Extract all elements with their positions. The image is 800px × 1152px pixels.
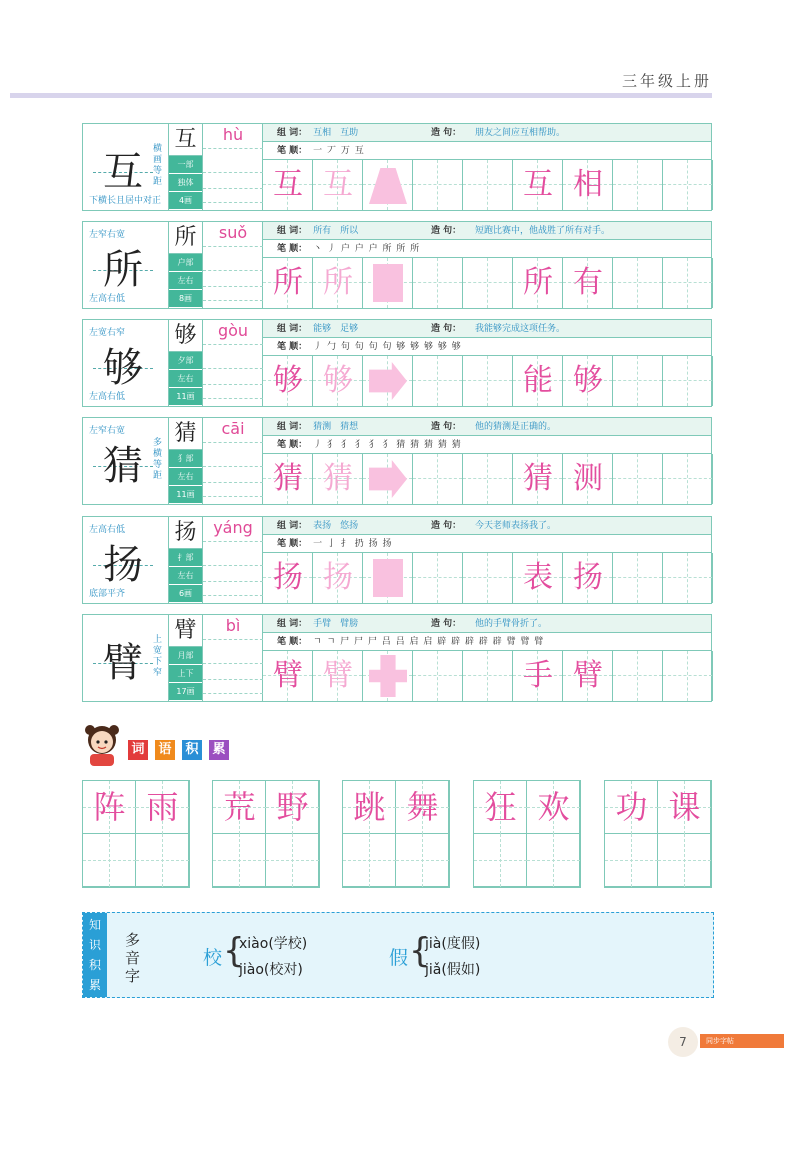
vocab-char: 课 bbox=[668, 788, 701, 826]
pinyin-guide-line bbox=[203, 496, 263, 497]
girl-mascot-icon bbox=[80, 722, 124, 768]
grid-cell[interactable] bbox=[613, 356, 663, 406]
grid-cell[interactable] bbox=[463, 454, 513, 504]
side-char: 识 bbox=[88, 938, 101, 952]
writing-grid bbox=[263, 651, 711, 701]
grid-char: 臂 bbox=[273, 658, 303, 693]
sentence-value: 今天老师表扬我了。 bbox=[475, 521, 557, 531]
pinyin-box bbox=[203, 418, 263, 504]
char-entry bbox=[82, 221, 712, 309]
grid-cell[interactable] bbox=[313, 454, 363, 504]
pinyin-guide-line bbox=[203, 202, 263, 203]
grid-char: 扬 bbox=[323, 560, 353, 595]
demo-panel bbox=[83, 124, 169, 210]
stroke-order-row bbox=[263, 142, 711, 160]
grid-cell[interactable] bbox=[413, 356, 463, 406]
polyphone-char: 校 bbox=[203, 947, 223, 969]
demo-note-side: 横画等距 bbox=[153, 144, 163, 187]
grid-cell[interactable] bbox=[613, 258, 663, 308]
pinyin-box bbox=[203, 615, 263, 701]
vocab-word-box bbox=[342, 780, 450, 888]
stroke-order-label: 笔 顺： bbox=[277, 539, 308, 549]
vocab-cell[interactable] bbox=[527, 781, 580, 834]
stroke-order-row bbox=[263, 436, 711, 454]
grid-cell[interactable] bbox=[463, 258, 513, 308]
stroke-order-value: 丿 勹 句 句 句 句 够 够 够 够 够 bbox=[313, 342, 462, 352]
grid-char: 测 bbox=[573, 461, 603, 496]
grid-char: 所 bbox=[523, 265, 553, 300]
pinyin-text: hù bbox=[222, 125, 244, 144]
grid-char: 臂 bbox=[573, 658, 603, 693]
grid-cell[interactable] bbox=[313, 258, 363, 308]
demo-note-top: 左宽右窄 bbox=[89, 328, 126, 338]
header-divider bbox=[10, 93, 712, 98]
sentence-label: 造 句： bbox=[431, 422, 462, 432]
pinyin-text: bì bbox=[225, 616, 241, 635]
stroke-order-row bbox=[263, 535, 711, 553]
demo-note-side: 上宽下窄 bbox=[153, 635, 163, 678]
grid-cell[interactable] bbox=[463, 651, 513, 701]
vocab-cell[interactable] bbox=[396, 834, 449, 887]
structure-label: 上下 bbox=[169, 665, 202, 683]
radical-label: 扌部 bbox=[169, 549, 202, 567]
grid-cell[interactable] bbox=[613, 651, 663, 701]
vocab-cell[interactable] bbox=[343, 834, 396, 887]
sentence-value: 短跑比赛中，他战胜了所有对手。 bbox=[475, 226, 611, 236]
vocab-char: 雨 bbox=[146, 788, 179, 826]
words-value: 能够 足够 bbox=[313, 324, 359, 334]
char-info bbox=[169, 418, 203, 504]
vocab-word-box bbox=[473, 780, 581, 888]
grid-char: 有 bbox=[573, 265, 603, 300]
practice-rows bbox=[263, 517, 711, 603]
grid-cell[interactable] bbox=[663, 356, 713, 406]
pinyin-guide-line bbox=[203, 482, 263, 483]
grid-char: 所 bbox=[273, 265, 303, 300]
grid-cell[interactable] bbox=[513, 651, 563, 701]
pinyin-guide-line bbox=[203, 679, 263, 680]
pinyin-guide-line bbox=[203, 595, 263, 596]
pinyin-text: yáng bbox=[213, 518, 253, 537]
vocab-cell[interactable] bbox=[605, 781, 658, 834]
stroke-order-value: 一 丆 万 互 bbox=[313, 146, 365, 156]
vocab-cell[interactable] bbox=[343, 781, 396, 834]
grid-cell[interactable] bbox=[463, 553, 513, 603]
sentence-label: 造 句： bbox=[431, 619, 462, 629]
vocab-title-char: 词 bbox=[128, 740, 148, 760]
pinyin-guide-line bbox=[203, 246, 263, 247]
vocab-title-char: 积 bbox=[182, 740, 202, 760]
pinyin-guide-line bbox=[203, 368, 263, 369]
demo-note-bottom: 下横长且居中对正 bbox=[89, 196, 162, 206]
stroke-order-label: 笔 顺： bbox=[277, 244, 308, 254]
grid-cell[interactable] bbox=[413, 258, 463, 308]
grid-char: 够 bbox=[323, 363, 353, 398]
sentence-label: 造 句： bbox=[431, 324, 462, 334]
grid-cell[interactable] bbox=[413, 160, 463, 210]
sentence-value: 我能够完成这项任务。 bbox=[475, 324, 566, 334]
sentence-label: 造 句： bbox=[431, 226, 462, 236]
char-info bbox=[169, 517, 203, 603]
grid-char: 互 bbox=[273, 167, 303, 202]
structure-label: 左右 bbox=[169, 272, 202, 290]
grid-cell[interactable] bbox=[463, 160, 513, 210]
vocab-char: 荒 bbox=[223, 788, 256, 826]
grid-cell[interactable] bbox=[513, 454, 563, 504]
words-label: 组 词： bbox=[277, 619, 308, 629]
vocab-cell[interactable] bbox=[136, 834, 189, 887]
pinyin-text: cāi bbox=[221, 419, 245, 438]
grid-char: 表 bbox=[523, 560, 553, 595]
vocab-cell[interactable] bbox=[474, 781, 527, 834]
char-entry bbox=[82, 614, 712, 702]
demo-note-bottom: 左高右低 bbox=[89, 294, 126, 304]
pinyin-guide-line bbox=[203, 188, 263, 189]
practice-rows bbox=[263, 124, 711, 210]
grid-char: 猜 bbox=[523, 461, 553, 496]
words-label: 组 词： bbox=[277, 324, 308, 334]
stroke-order-value: 丶 丿 户 户 户 所 所 所 bbox=[313, 244, 421, 254]
grid-char: 能 bbox=[523, 363, 553, 398]
grid-char: 扬 bbox=[573, 560, 603, 595]
vocab-cell[interactable] bbox=[266, 781, 319, 834]
radical-label: 户部 bbox=[169, 254, 202, 272]
grid-cell[interactable] bbox=[513, 553, 563, 603]
demo-note-side: 多横等距 bbox=[153, 438, 163, 481]
grid-cell[interactable] bbox=[313, 160, 363, 210]
page-number: 7 bbox=[668, 1027, 698, 1057]
grid-cell[interactable] bbox=[613, 454, 663, 504]
vocab-char: 野 bbox=[276, 788, 309, 826]
brace-icon: { bbox=[223, 931, 245, 971]
demo-note-top: 左窄右宽 bbox=[89, 230, 126, 240]
writing-grid bbox=[263, 553, 711, 603]
reading: jiào(校对) bbox=[239, 962, 303, 978]
stroke-order-label: 笔 顺： bbox=[277, 440, 308, 450]
demo-char: 猜 bbox=[103, 443, 143, 489]
words-row bbox=[263, 418, 711, 436]
vocab-char: 跳 bbox=[353, 788, 386, 826]
pinyin-guide-line bbox=[203, 270, 263, 271]
sentence-value: 朋友之间应互相帮助。 bbox=[475, 128, 566, 138]
grid-cell[interactable] bbox=[563, 454, 613, 504]
structure-label: 左右 bbox=[169, 567, 202, 585]
polyphone-char: 假 bbox=[389, 947, 409, 969]
words-value: 表扬 悠扬 bbox=[313, 521, 359, 531]
stroke-count-label: 11画 bbox=[169, 486, 202, 504]
grid-cell[interactable] bbox=[313, 553, 363, 603]
grid-cell[interactable] bbox=[363, 553, 413, 603]
vocab-cell[interactable] bbox=[396, 781, 449, 834]
radical-label: 月部 bbox=[169, 647, 202, 665]
words-label: 组 词： bbox=[277, 226, 308, 236]
pinyin-guide-line bbox=[203, 286, 263, 287]
grid-char: 相 bbox=[573, 167, 603, 202]
vocab-cell[interactable] bbox=[527, 834, 580, 887]
footer-tab: 同步字帖 bbox=[700, 1034, 784, 1048]
pinyin-box bbox=[203, 124, 263, 210]
grid-cell[interactable] bbox=[413, 454, 463, 504]
grid-cell[interactable] bbox=[413, 651, 463, 701]
stroke-count-label: 8画 bbox=[169, 290, 202, 308]
info-char: 猜 bbox=[169, 418, 202, 450]
structure-label: 左右 bbox=[169, 370, 202, 388]
grid-char: 互 bbox=[523, 167, 553, 202]
tracing-shape bbox=[373, 559, 403, 597]
demo-note-top: 左窄右宽 bbox=[89, 426, 126, 436]
vocab-word-box bbox=[82, 780, 190, 888]
structure-label: 独体 bbox=[169, 174, 202, 192]
radical-label: 犭部 bbox=[169, 450, 202, 468]
vocab-word-box bbox=[212, 780, 320, 888]
pinyin-text: suǒ bbox=[218, 223, 248, 242]
demo-char: 够 bbox=[103, 345, 143, 391]
words-row bbox=[263, 124, 711, 142]
pinyin-guide-line bbox=[203, 344, 263, 345]
writing-grid bbox=[263, 258, 711, 308]
demo-char: 互 bbox=[103, 149, 143, 195]
grid-char: 臂 bbox=[323, 658, 353, 693]
tracing-shape bbox=[369, 168, 407, 204]
vocab-cell[interactable] bbox=[213, 781, 266, 834]
grid-cell[interactable] bbox=[563, 651, 613, 701]
vocab-cell[interactable] bbox=[83, 834, 136, 887]
grid-cell[interactable] bbox=[563, 258, 613, 308]
vocab-char: 狂 bbox=[484, 788, 517, 826]
sentence-label: 造 句： bbox=[431, 521, 462, 531]
tracing-shape bbox=[369, 460, 407, 498]
tracing-shape bbox=[369, 655, 407, 697]
char-entry bbox=[82, 123, 712, 211]
info-char: 扬 bbox=[169, 517, 202, 549]
grid-char: 扬 bbox=[273, 560, 303, 595]
info-char: 互 bbox=[169, 124, 202, 156]
stroke-order-label: 笔 顺： bbox=[277, 146, 308, 156]
sentence-value: 他的猜测是正确的。 bbox=[475, 422, 557, 432]
stroke-count-label: 11画 bbox=[169, 388, 202, 406]
grid-cell[interactable] bbox=[313, 356, 363, 406]
grid-cell[interactable] bbox=[363, 356, 413, 406]
words-row bbox=[263, 320, 711, 338]
pinyin-guide-line bbox=[203, 565, 263, 566]
grid-cell[interactable] bbox=[563, 356, 613, 406]
words-label: 组 词： bbox=[277, 422, 308, 432]
info-char: 所 bbox=[169, 222, 202, 254]
vocab-cell[interactable] bbox=[474, 834, 527, 887]
char-info bbox=[169, 124, 203, 210]
pinyin-text: gòu bbox=[217, 321, 249, 340]
demo-note-bottom: 左高右低 bbox=[89, 392, 126, 402]
structure-label: 左右 bbox=[169, 468, 202, 486]
grid-char: 互 bbox=[323, 167, 353, 202]
pinyin-guide-line bbox=[203, 398, 263, 399]
char-info bbox=[169, 320, 203, 406]
writing-grid bbox=[263, 356, 711, 406]
pinyin-box bbox=[203, 222, 263, 308]
grid-cell[interactable] bbox=[663, 454, 713, 504]
stroke-order-row bbox=[263, 240, 711, 258]
vocab-word-box bbox=[604, 780, 712, 888]
vocab-cell[interactable] bbox=[605, 834, 658, 887]
grid-cell[interactable] bbox=[613, 160, 663, 210]
practice-rows bbox=[263, 222, 711, 308]
words-value: 猜测 猜想 bbox=[313, 422, 359, 432]
vocab-cell[interactable] bbox=[83, 781, 136, 834]
demo-note-top: 左高右低 bbox=[89, 525, 126, 535]
side-char: 累 bbox=[88, 978, 101, 992]
demo-panel bbox=[83, 517, 169, 603]
radical-label: 夕部 bbox=[169, 352, 202, 370]
knowledge-side-label bbox=[83, 913, 107, 997]
pinyin-guide-line bbox=[203, 300, 263, 301]
demo-char: 所 bbox=[103, 247, 143, 293]
stroke-count-label: 4画 bbox=[169, 192, 202, 210]
writing-grid bbox=[263, 454, 711, 504]
grid-char: 够 bbox=[273, 363, 303, 398]
demo-panel bbox=[83, 615, 169, 701]
practice-rows bbox=[263, 615, 711, 701]
char-info bbox=[169, 222, 203, 308]
pinyin-guide-line bbox=[203, 541, 263, 542]
grid-char: 够 bbox=[573, 363, 603, 398]
grid-cell[interactable] bbox=[263, 258, 313, 308]
words-label: 组 词： bbox=[277, 521, 308, 531]
side-char: 知 bbox=[88, 918, 101, 932]
stroke-order-value: 一 亅 扌 扔 扬 扬 bbox=[313, 539, 393, 549]
grid-cell[interactable] bbox=[263, 454, 313, 504]
words-row bbox=[263, 222, 711, 240]
char-entry bbox=[82, 516, 712, 604]
demo-note-bottom: 底部平齐 bbox=[89, 589, 126, 599]
pinyin-guide-line bbox=[203, 663, 263, 664]
stroke-count-label: 17画 bbox=[169, 683, 202, 701]
grid-cell[interactable] bbox=[613, 553, 663, 603]
grid-char: 猜 bbox=[323, 461, 353, 496]
grid-cell[interactable] bbox=[513, 356, 563, 406]
stroke-order-label: 笔 顺： bbox=[277, 637, 308, 647]
grid-cell[interactable] bbox=[663, 258, 713, 308]
demo-panel bbox=[83, 418, 169, 504]
radical-label: 一部 bbox=[169, 156, 202, 174]
tracing-shape bbox=[369, 362, 407, 400]
sentence-value: 他的手臂骨折了。 bbox=[475, 619, 548, 629]
vocab-title-char: 累 bbox=[209, 740, 229, 760]
vocab-title-char: 语 bbox=[155, 740, 175, 760]
knowledge-box bbox=[82, 912, 714, 998]
vocab-cell[interactable] bbox=[213, 834, 266, 887]
pinyin-guide-line bbox=[203, 442, 263, 443]
reading: jià(度假) bbox=[425, 936, 481, 952]
grid-cell[interactable] bbox=[663, 553, 713, 603]
tracing-shape bbox=[373, 264, 403, 302]
stroke-order-label: 笔 顺： bbox=[277, 342, 308, 352]
words-value: 互相 互助 bbox=[313, 128, 359, 138]
info-char: 够 bbox=[169, 320, 202, 352]
pinyin-guide-line bbox=[203, 639, 263, 640]
stroke-order-row bbox=[263, 338, 711, 356]
words-value: 所有 所以 bbox=[313, 226, 359, 236]
grid-char: 手 bbox=[523, 658, 553, 693]
stroke-order-row bbox=[263, 633, 711, 651]
grid-cell[interactable] bbox=[363, 258, 413, 308]
reading: jiǎ(假如) bbox=[425, 962, 481, 978]
words-row bbox=[263, 517, 711, 535]
words-label: 组 词： bbox=[277, 128, 308, 138]
vocab-char: 功 bbox=[615, 788, 648, 826]
grid-cell[interactable] bbox=[313, 651, 363, 701]
info-char: 臂 bbox=[169, 615, 202, 647]
grid-cell[interactable] bbox=[513, 258, 563, 308]
vocab-char: 阵 bbox=[93, 788, 126, 826]
grid-cell[interactable] bbox=[663, 160, 713, 210]
demo-panel bbox=[83, 320, 169, 406]
grid-cell[interactable] bbox=[563, 160, 613, 210]
practice-rows bbox=[263, 418, 711, 504]
vocab-cell[interactable] bbox=[658, 781, 711, 834]
vocab-cell[interactable] bbox=[266, 834, 319, 887]
writing-grid bbox=[263, 160, 711, 210]
vocab-char: 舞 bbox=[406, 788, 439, 826]
pinyin-box bbox=[203, 320, 263, 406]
demo-char: 臂 bbox=[103, 640, 143, 686]
vocab-cell[interactable] bbox=[658, 834, 711, 887]
grid-cell[interactable] bbox=[513, 160, 563, 210]
grid-cell[interactable] bbox=[363, 160, 413, 210]
pinyin-guide-line bbox=[203, 466, 263, 467]
grid-cell[interactable] bbox=[263, 553, 313, 603]
demo-char: 扬 bbox=[103, 542, 143, 588]
grid-cell[interactable] bbox=[363, 454, 413, 504]
grid-cell[interactable] bbox=[463, 356, 513, 406]
brace-icon: { bbox=[409, 931, 431, 971]
char-entry bbox=[82, 417, 712, 505]
pinyin-guide-line bbox=[203, 148, 263, 149]
grade-label: 三年级上册 bbox=[621, 72, 712, 90]
grid-cell[interactable] bbox=[363, 651, 413, 701]
demo-panel bbox=[83, 222, 169, 308]
knowledge-title: 多音字 bbox=[125, 931, 141, 985]
practice-rows bbox=[263, 320, 711, 406]
pinyin-box bbox=[203, 517, 263, 603]
stroke-order-value: ㄱ ㄱ 尸 尸 尸 吕 吕 启 启 辟 辟 辟 辟 辟 臂 臂 臂 bbox=[313, 637, 545, 647]
grid-cell[interactable] bbox=[263, 356, 313, 406]
pinyin-guide-line bbox=[203, 581, 263, 582]
char-entry bbox=[82, 319, 712, 407]
grid-cell[interactable] bbox=[413, 553, 463, 603]
grid-cell[interactable] bbox=[263, 160, 313, 210]
sentence-label: 造 句： bbox=[431, 128, 462, 138]
words-value: 手臂 臂膀 bbox=[313, 619, 359, 629]
pinyin-guide-line bbox=[203, 172, 263, 173]
char-info bbox=[169, 615, 203, 701]
grid-cell[interactable] bbox=[563, 553, 613, 603]
stroke-count-label: 6画 bbox=[169, 585, 202, 603]
pinyin-guide-line bbox=[203, 693, 263, 694]
grid-char: 猜 bbox=[273, 461, 303, 496]
vocab-char: 欢 bbox=[537, 788, 570, 826]
grid-char: 所 bbox=[323, 265, 353, 300]
pinyin-guide-line bbox=[203, 384, 263, 385]
stroke-order-value: 丿 犭 犭 犭 犭 犭 猜 猜 猜 猜 猜 bbox=[313, 440, 462, 450]
grid-cell[interactable] bbox=[263, 651, 313, 701]
words-row bbox=[263, 615, 711, 633]
grid-cell[interactable] bbox=[663, 651, 713, 701]
reading: xiào(学校) bbox=[239, 936, 308, 952]
vocab-cell[interactable] bbox=[136, 781, 189, 834]
side-char: 积 bbox=[88, 958, 101, 972]
